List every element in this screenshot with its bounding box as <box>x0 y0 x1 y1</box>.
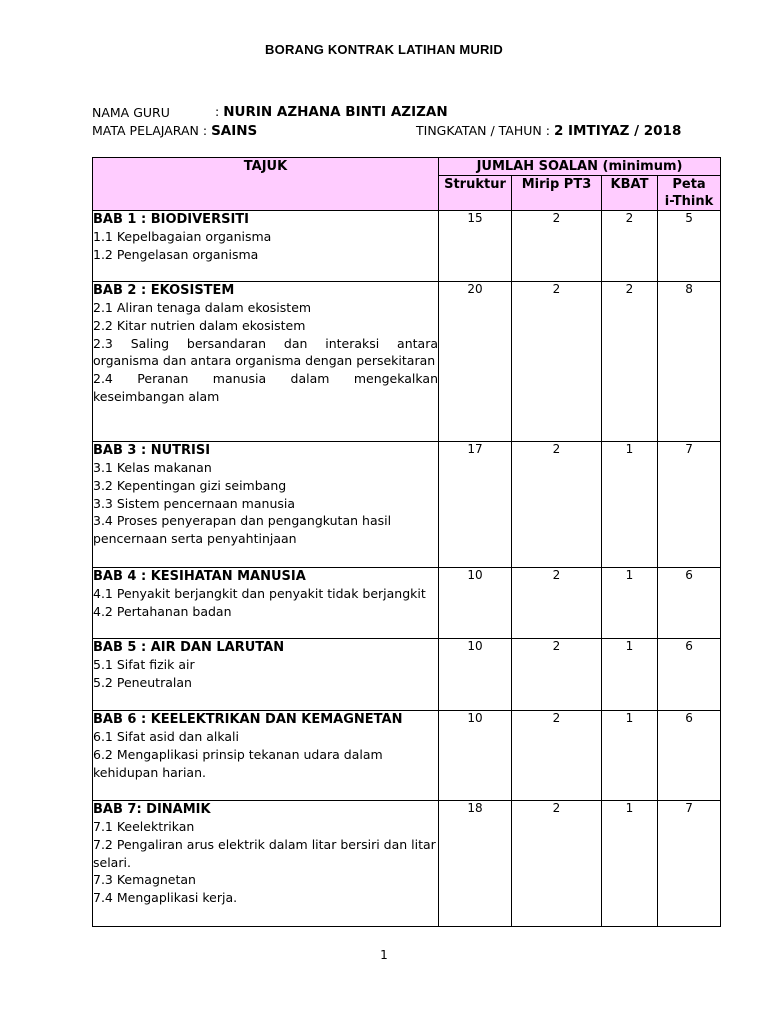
chapter-title: BAB 1 : BIODIVERSITI <box>93 212 249 227</box>
subtopic: 2.4 Peranan manusia dalam mengekalkan keseimbangan alam <box>93 371 438 404</box>
tingkatan-line <box>416 123 681 139</box>
peta-ithink-value: 6 <box>658 568 721 639</box>
peta-ithink-value: 6 <box>658 639 721 711</box>
subtopic: 4.1 Penyakit berjangkit dan penyakit tidak berjangkit <box>93 586 426 601</box>
peta-ithink-value: 6 <box>658 711 721 801</box>
mata-pelajaran-value: SAINS <box>211 123 258 139</box>
topic-cell <box>93 282 439 442</box>
struktur-value: 18 <box>439 801 512 927</box>
struktur-value: 15 <box>439 211 512 282</box>
header-tajuk: TAJUK <box>93 158 439 211</box>
subtopic: 3.1 Kelas makanan <box>93 460 212 475</box>
header-jumlah-soalan: JUMLAH SOALAN (minimum) <box>439 158 721 176</box>
chapter-title: BAB 2 : EKOSISTEM <box>93 283 235 298</box>
subtopic: 6.1 Sifat asid dan alkali <box>93 729 239 744</box>
chapter-title: BAB 3 : NUTRISI <box>93 443 211 458</box>
kbat-value: 1 <box>602 801 658 927</box>
chapter-title: BAB 6 : KEELEKTRIKAN DAN KEMAGNETAN <box>93 712 403 727</box>
table-row <box>93 568 721 639</box>
peta-ithink-value: 7 <box>658 442 721 568</box>
subtopic: 1.1 Kepelbagaian organisma <box>93 229 272 244</box>
struktur-value: 10 <box>439 639 512 711</box>
table-row <box>93 282 721 442</box>
topic-cell <box>93 442 439 568</box>
subtopic: 5.2 Peneutralan <box>93 674 192 690</box>
subtopic: 2.2 Kitar nutrien dalam ekosistem <box>93 317 306 333</box>
subtopic: 6.2 Mengaplikasi prinsip tekanan udara dalam kehidupan harian. <box>93 746 383 780</box>
nama-guru-separator: : <box>215 104 220 119</box>
subtopic: 3.3 Sistem pencernaan manusia <box>93 495 296 511</box>
exercise-contract-table <box>92 157 721 927</box>
subtopic: 7.4 Mengaplikasi kerja. <box>93 890 238 906</box>
kbat-value: 1 <box>602 639 658 711</box>
mirip-pt3-value: 2 <box>512 211 602 282</box>
peta-ithink-value: 8 <box>658 282 721 442</box>
table-row <box>93 442 721 568</box>
mirip-pt3-value: 2 <box>512 801 602 927</box>
table-row <box>93 639 721 711</box>
subtopic: 7.1 Keelektrikan <box>93 819 195 834</box>
subtopic: 5.1 Sifat fizik air <box>93 657 195 672</box>
topic-cell <box>93 211 439 282</box>
page-number: 1 <box>380 948 388 962</box>
topic-cell <box>93 801 439 927</box>
subtopic: 1.2 Pengelasan organisma <box>93 246 259 262</box>
peta-ithink-value: 7 <box>658 801 721 927</box>
subtopic: 3.4 Proses penyerapan dan pengangkutan hasil pencernaan serta penyahtinjaan <box>93 513 392 547</box>
mirip-pt3-value: 2 <box>512 568 602 639</box>
mata-pelajaran-line <box>92 123 257 139</box>
subtopic: 2.3 Saling bersandaran dan interaksi antara organisma dan antara organisma dengan persekitaran <box>93 335 438 369</box>
subtopic: 3.2 Kepentingan gizi seimbang <box>93 477 287 493</box>
chapter-title: BAB 4 : KESIHATAN MANUSIA <box>93 569 306 584</box>
header-struktur: Struktur <box>439 176 512 211</box>
table-row <box>93 801 721 927</box>
kbat-value: 1 <box>602 711 658 801</box>
struktur-value: 17 <box>439 442 512 568</box>
header-peta-line2: i-Think <box>664 194 714 209</box>
subtopic: 2.1 Aliran tenaga dalam ekosistem <box>93 300 312 315</box>
document-title: BORANG KONTRAK LATIHAN MURID <box>265 42 503 57</box>
chapter-title: BAB 7: DINAMIK <box>93 802 211 817</box>
mirip-pt3-value: 2 <box>512 639 602 711</box>
header-peta-ithink <box>658 176 721 211</box>
tingkatan-value: 2 IMTIYAZ / 2018 <box>553 123 682 139</box>
kbat-value: 1 <box>602 442 658 568</box>
struktur-value: 10 <box>439 711 512 801</box>
table-row <box>93 211 721 282</box>
peta-ithink-value: 5 <box>658 211 721 282</box>
header-peta-line1: Peta <box>672 177 706 192</box>
mirip-pt3-value: 2 <box>512 442 602 568</box>
topic-cell <box>93 639 439 711</box>
subtopic: 4.2 Pertahanan badan <box>93 603 232 619</box>
header-mirip-pt3: Mirip PT3 <box>512 176 602 211</box>
nama-guru-value: NURIN AZHANA BINTI AZIZAN <box>223 104 448 120</box>
kbat-value: 2 <box>602 282 658 442</box>
subtopic: 7.2 Pengaliran arus elektrik dalam litar bersiri dan litar <box>93 836 436 852</box>
topic-cell <box>93 568 439 639</box>
nama-guru-line <box>215 104 448 120</box>
table-row <box>93 711 721 801</box>
mirip-pt3-value: 2 <box>512 282 602 442</box>
struktur-value: 20 <box>439 282 512 442</box>
kbat-value: 1 <box>602 568 658 639</box>
chapter-title: BAB 5 : AIR DAN LARUTAN <box>93 640 285 655</box>
nama-guru-label: NAMA GURU <box>92 105 170 120</box>
tingkatan-label: TINGKATAN / TAHUN : <box>416 123 550 138</box>
header-kbat: KBAT <box>602 176 658 211</box>
subtopic: selari. <box>93 854 131 870</box>
struktur-value: 10 <box>439 568 512 639</box>
topic-cell <box>93 711 439 801</box>
subtopic: 7.3 Kemagnetan <box>93 872 196 888</box>
mirip-pt3-value: 2 <box>512 711 602 801</box>
mata-pelajaran-label: MATA PELAJARAN : <box>92 123 208 138</box>
kbat-value: 2 <box>602 211 658 282</box>
